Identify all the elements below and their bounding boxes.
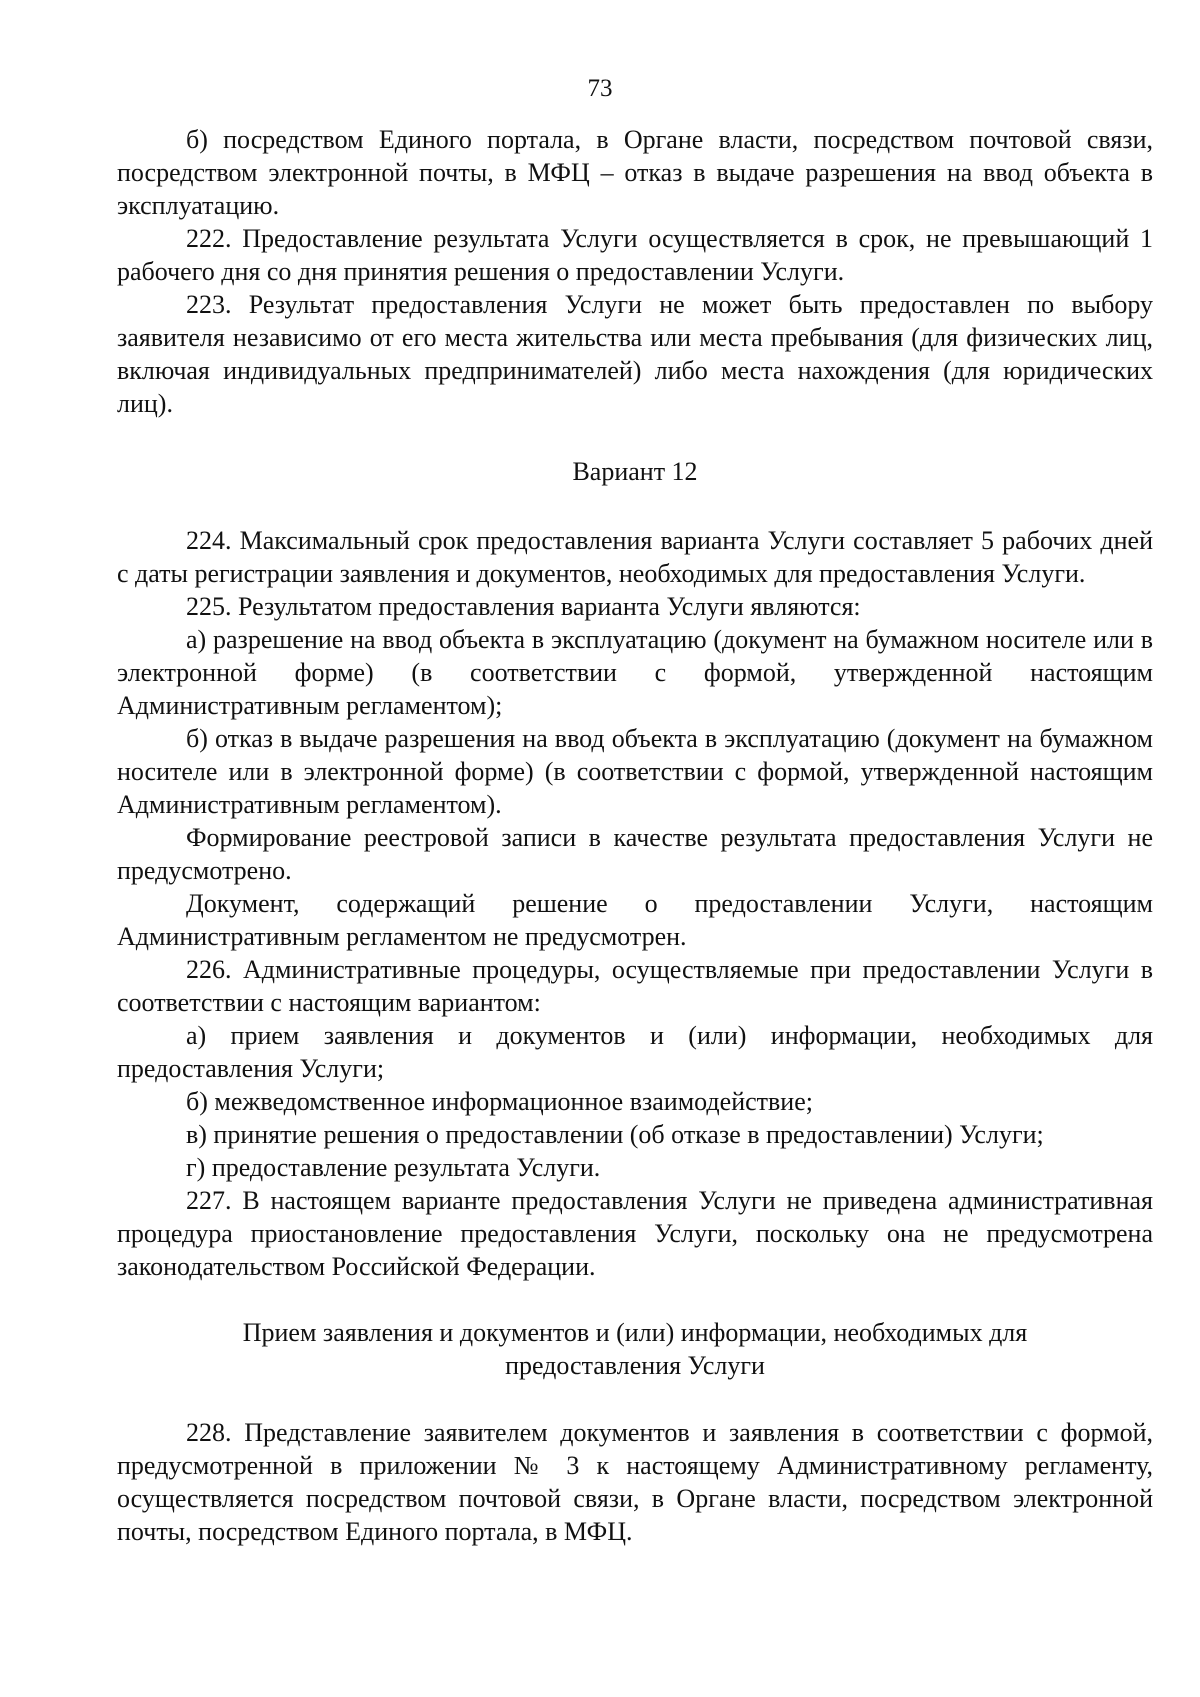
paragraph: 222. Предоставление результата Услуги осуществляется в срок, не превышающий 1 рабочего дня со дня принятия решения о предоставлении Услуги. <box>117 224 1153 286</box>
paragraph: 226. Административные процедуры, осуществляемые при предоставлении Услуги в соответствии с настоящим вариантом: <box>117 955 1153 1017</box>
paragraph: 223. Результат предоставления Услуги не может быть предоставлен по выбору заявителя независимо от его места жительства или места пребывания (для физических лиц, включая индивидуальных предпринимателей) либо места нахождения (для юридических лиц). <box>117 290 1153 418</box>
paragraph: Документ, содержащий решение о предоставлении Услуги, настоящим Административным регламентом не предусмотрен. <box>117 889 1153 951</box>
paragraph: г) предоставление результата Услуги. <box>186 1153 601 1182</box>
paragraph: б) отказ в выдаче разрешения на ввод объекта в эксплуатацию (документ на бумажном носителе или в электронной форме) (в соответствии с формой, утвержденной настоящим Административным регламентом). <box>117 724 1153 819</box>
paragraph: а) разрешение на ввод объекта в эксплуатацию (документ на бумажном носителе или в электронной форме) (в соответствии с формой, утвержденной настоящим Административным регламентом); <box>117 625 1153 720</box>
paragraph: б) посредством Единого портала, в Органе власти, посредством почтовой связи, посредством электронной почты, в МФЦ – отказ в выдаче разрешения на ввод объекта в эксплуатацию. <box>117 125 1153 220</box>
section-heading: Прием заявления и документов и (или) информации, необходимых для предоставления Услуги <box>242 1318 1028 1380</box>
paragraph: 225. Результатом предоставления варианта Услуги являются: <box>186 592 861 621</box>
paragraph: а) прием заявления и документов и (или) информации, необходимых для предоставления Услуги; <box>117 1021 1153 1083</box>
paragraph: Формирование реестровой записи в качестве результата предоставления Услуги не предусмотрено. <box>117 823 1153 885</box>
paragraph: б) межведомственное информационное взаимодействие; <box>186 1087 813 1116</box>
variant-heading: Вариант 12 <box>572 457 698 486</box>
paragraph: в) принятие решения о предоставлении (об отказе в предоставлении) Услуги; <box>186 1120 1044 1149</box>
page-number: 73 <box>587 75 613 102</box>
document-body <box>117 123 1153 1548</box>
paragraph: 228. Представление заявителем документов и заявления в соответствии с формой, предусмотренной в приложении № 3 к настоящему Административному регламенту, осуществляется посредством почтовой связи, в Органе власти, посредством электронной почты, посредством Единого портала, в МФЦ. <box>117 1418 1153 1546</box>
paragraph: 227. В настоящем варианте предоставления Услуги не приведена административная процедура приостановление предоставления Услуги, поскольку она не предусмотрена законодательством Российской Федерации. <box>117 1186 1153 1281</box>
paragraph: 224. Максимальный срок предоставления варианта Услуги составляет 5 рабочих дней с даты регистрации заявления и документов, необходимых для предоставления Услуги. <box>117 526 1153 588</box>
